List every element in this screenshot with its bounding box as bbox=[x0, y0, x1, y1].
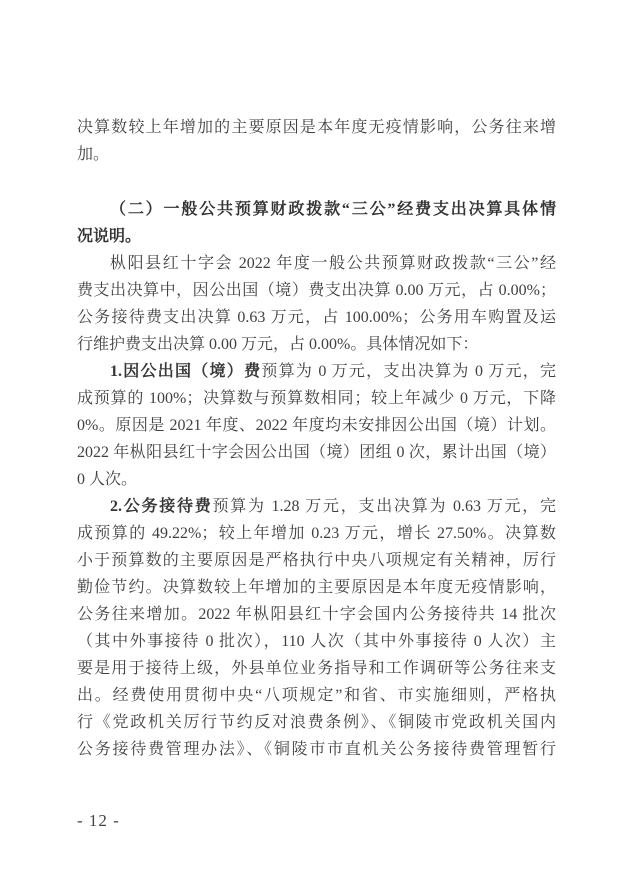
paragraph-gap bbox=[77, 168, 556, 196]
text-line bbox=[77, 682, 556, 709]
text-run: 决算数较上年增加的主要原因是本年度无疫情影响，公务往来增 bbox=[77, 119, 556, 136]
text-line bbox=[77, 466, 556, 493]
text-line bbox=[77, 601, 556, 628]
text-run: 公务接待费支出决算 0.63 万元，占 100.00%；公务用车购置及运 bbox=[77, 309, 556, 326]
text-line bbox=[77, 385, 556, 412]
text-run: 成预算的 49.22%；较上年增加 0.23 万元，增长 27.50%。决算数 bbox=[77, 525, 556, 542]
text-line bbox=[77, 250, 556, 277]
text-run: 公务接待费管理办法》、《铜陵市市直机关公务接待费管理暂行 bbox=[77, 741, 556, 758]
text-run: 枞阳县红十字会 2022 年度一般公共预算财政拨款“三公”经 bbox=[110, 255, 556, 272]
text-line bbox=[77, 439, 556, 466]
text-run: 预算为 1.28 万元，支出决算为 0.63 万元，完 bbox=[212, 498, 556, 515]
text-run: 出。经费使用贯彻中央“八项规定”和省、市实施细则，严格执 bbox=[77, 687, 556, 704]
text-line bbox=[77, 141, 556, 168]
text-run: 预算为 0 万元，支出决算为 0 万元，完 bbox=[261, 363, 556, 380]
text-run: 勤俭节约。决算数较上年增加的主要原因是本年度无疫情影响， bbox=[77, 579, 556, 596]
text-run: 行《党政机关厉行节约反对浪费条例》、《铜陵市党政机关国内 bbox=[77, 714, 556, 731]
section-heading-line bbox=[77, 196, 556, 223]
text-line bbox=[77, 520, 556, 547]
page-number: - 12 - bbox=[77, 811, 120, 830]
text-run: 行维护费支出决算 0.00 万元，占 0.00%。具体情况如下： bbox=[77, 336, 479, 353]
text-line bbox=[77, 277, 556, 304]
bold-run: 2.公务接待费 bbox=[110, 498, 213, 515]
text-line bbox=[77, 655, 556, 682]
text-line bbox=[77, 628, 556, 655]
text-line bbox=[77, 574, 556, 601]
text-line bbox=[77, 547, 556, 574]
text-run: 2022 年枞阳县红十字会因公出国（境）团组 0 次，累计出国（境） bbox=[77, 444, 556, 461]
text-run: 要是用于接待上级，外县单位业务指导和工作调研等公务往来支 bbox=[77, 660, 556, 677]
text-run: （其中外事接待 0 批次），110 人次（其中外事接待 0 人次）主 bbox=[77, 633, 556, 650]
text-line bbox=[77, 331, 556, 358]
document-body bbox=[77, 114, 556, 763]
bold-run: （二）一般公共预算财政拨款“三公”经费支出决算具体情 bbox=[110, 201, 556, 218]
text-line bbox=[77, 304, 556, 331]
text-run: 成预算的 100%；决算数与预算数相同；较上年减少 0 万元，下降 bbox=[77, 390, 556, 407]
text-line bbox=[77, 358, 556, 385]
text-run: 小于预算数的主要原因是严格执行中央八项规定有关精神，厉行 bbox=[77, 552, 556, 569]
section-heading-line bbox=[77, 223, 556, 250]
text-run: 0 人次。 bbox=[77, 471, 138, 488]
text-line bbox=[77, 736, 556, 763]
bold-run: 1.因公出国（境）费 bbox=[110, 363, 262, 380]
text-run: 费支出决算中，因公出国（境）费支出决算 0.00 万元，占 0.00%； bbox=[77, 282, 556, 299]
text-line bbox=[77, 114, 556, 141]
text-run: 0%。原因是 2021 年度、2022 年度均未安排因公出国（境）计划。 bbox=[77, 417, 556, 434]
text-run: 公务往来增加。2022 年枞阳县红十字会国内公务接待共 14 批次 bbox=[77, 606, 556, 623]
text-run: 加。 bbox=[77, 146, 110, 163]
text-line bbox=[77, 412, 556, 439]
text-line bbox=[77, 709, 556, 736]
bold-run: 况说明。 bbox=[77, 228, 142, 245]
text-line bbox=[77, 493, 556, 520]
